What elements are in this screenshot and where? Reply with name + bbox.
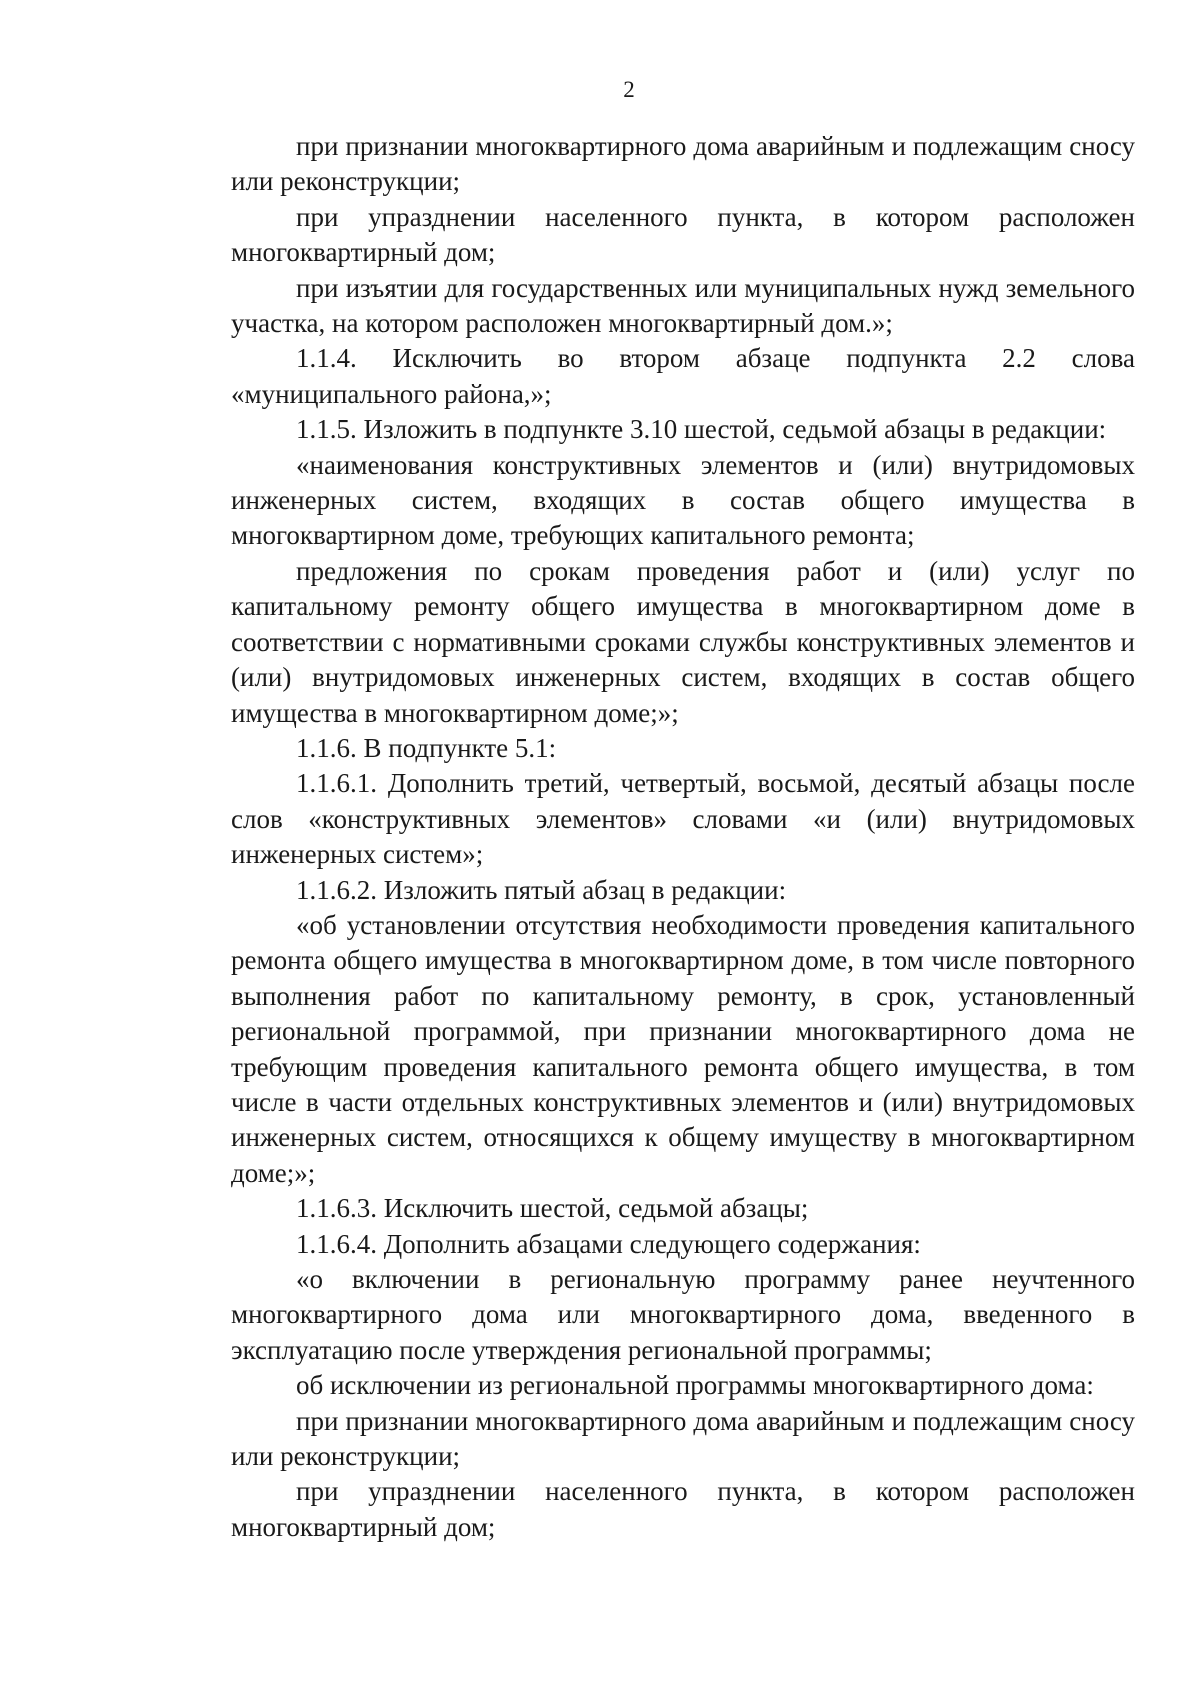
paragraph: 1.1.4. Исключить во втором абзаце подпункта 2.2 слова «муниципального района,»; — [231, 343, 1135, 409]
paragraph: «наименования конструктивных элементов и (или) внутридомовых инженерных систем, входящих в состав общего имущества в многоквартирном доме, требующих капитального ремонта; — [231, 449, 1135, 551]
paragraph: при упразднении населенного пункта, в котором расположен многоквартирный дом; — [231, 201, 1135, 268]
paragraph: при упразднении населенного пункта, в котором расположен многоквартирный дом; — [231, 1476, 1135, 1542]
document-body — [231, 129, 1135, 1545]
paragraph: при изъятии для государственных или муниципальных нужд земельного участка, на котором расположен многоквартирный дом.»; — [231, 272, 1135, 339]
paragraph: 1.1.6. В подпункте 5.1: — [296, 732, 557, 763]
paragraph: 1.1.6.3. Исключить шестой, седьмой абзацы; — [296, 1193, 809, 1224]
paragraph: 1.1.6.1. Дополнить третий, четвертый, восьмой, десятый абзацы после слов «конструктивных элементов» словами «и (или) внутридомовых инженерных систем»; — [231, 768, 1135, 870]
paragraph: при признании многоквартирного дома аварийным и подлежащим сносу или реконструкции; — [231, 131, 1135, 197]
paragraph: об исключении из региональной программы многоквартирного дома: — [296, 1370, 1094, 1401]
page-number: 2 — [623, 77, 635, 102]
paragraph: 1.1.6.2. Изложить пятый абзац в редакции: — [296, 874, 787, 905]
paragraph: «об установлении отсутствия необходимости проведения капитального ремонта общего имущества в многоквартирном доме, в том числе повторного выполнения работ по капитальному ремонту, в срок, установленный региональной программой, при признании многоквартирного дома не требующим проведения капитального ремонта общего имущества, в том числе в части отдельных конструктивных элементов и (или) внутридомовых инженерных систем, относящихся к общему имуществу в многоквартирном доме;»; — [231, 909, 1135, 1188]
paragraph: при признании многоквартирного дома аварийным и подлежащим сносу или реконструкции; — [231, 1405, 1135, 1472]
paragraph: предложения по срокам проведения работ и (или) услуг по капитальному ремонту общего имущества в многоквартирном доме в соответствии с нормативными сроками службы конструктивных элементов и (или) внутридомовых инженерных систем, входящих в состав общего имущества в многоквартирном доме;»; — [231, 555, 1135, 728]
paragraph: «о включении в региональную программу ранее неучтенного многоквартирного дома или многоквартирного дома, введенного в эксплуатацию после утверждения региональной программы; — [231, 1264, 1135, 1365]
paragraph: 1.1.6.4. Дополнить абзацами следующего содержания: — [296, 1228, 921, 1259]
paragraph: 1.1.5. Изложить в подпункте 3.10 шестой, седьмой абзацы в редакции: — [296, 414, 1107, 445]
